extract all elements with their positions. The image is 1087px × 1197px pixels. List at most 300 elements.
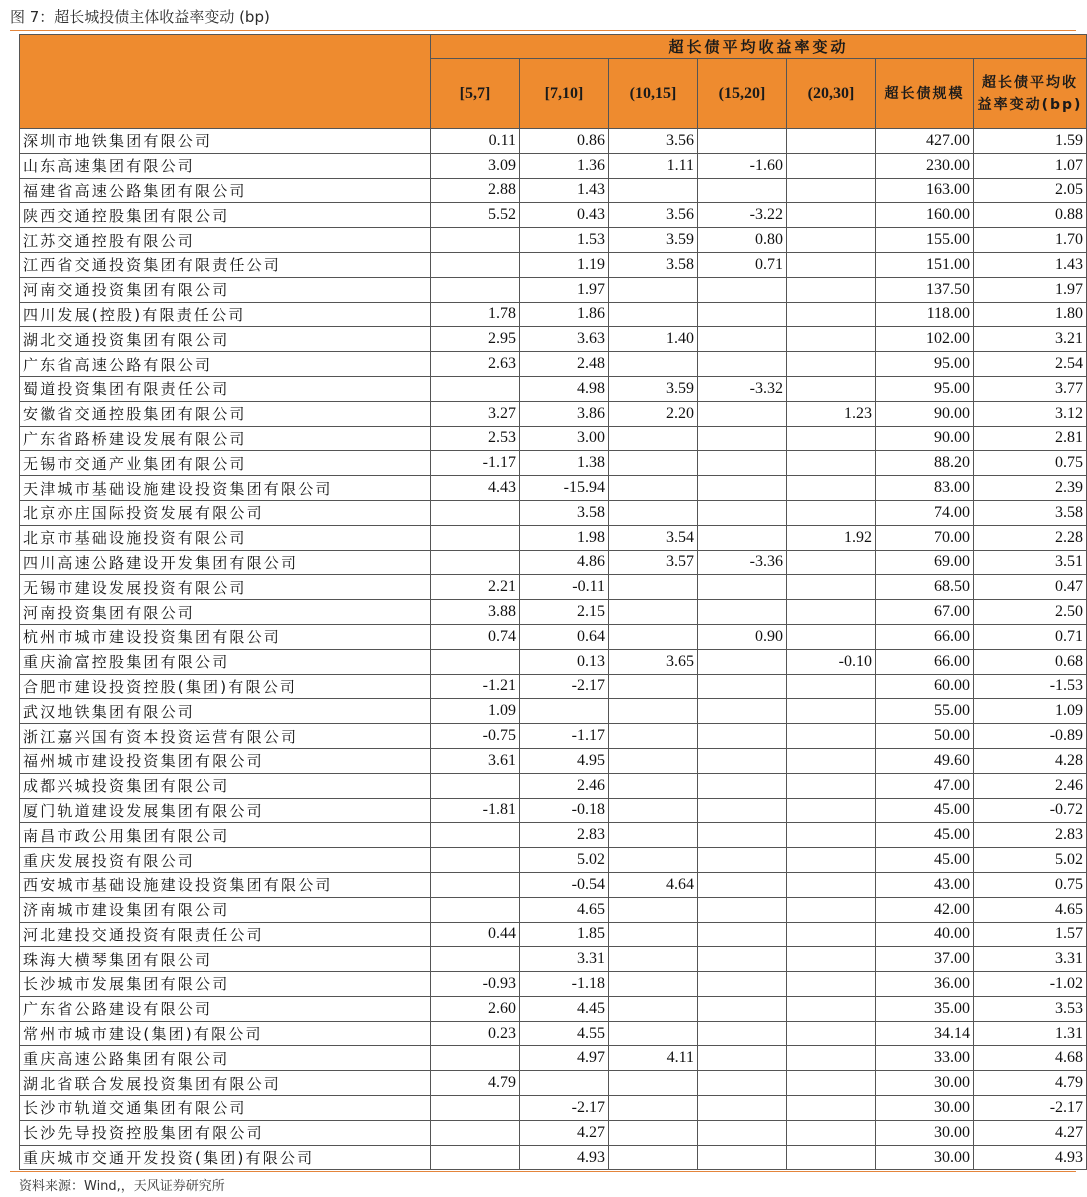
avg-change-cell: 1.31 [974, 1021, 1087, 1046]
scale-cell: 68.50 [876, 575, 974, 600]
scale-cell: 155.00 [876, 228, 974, 253]
scale-cell: 42.00 [876, 897, 974, 922]
yield-10-15-cell [609, 848, 698, 873]
scale-cell: 43.00 [876, 872, 974, 897]
yield-15-20-cell [698, 129, 787, 154]
yield-15-20-cell [698, 1096, 787, 1121]
company-name-cell: 重庆城市交通开发投资(集团)有限公司 [20, 1145, 431, 1170]
scale-cell: 118.00 [876, 302, 974, 327]
company-name-cell: 天津城市基础设施建设投资集团有限公司 [20, 476, 431, 501]
yield-5-7-cell [431, 277, 520, 302]
company-name-cell: 福州城市建设投资集团有限公司 [20, 748, 431, 773]
yield-change-table [19, 34, 1087, 1170]
yield-7-10-cell: -1.17 [520, 724, 609, 749]
yield-15-20-cell: -3.32 [698, 376, 787, 401]
table-row [20, 1046, 1087, 1071]
yield-20-30-cell [787, 575, 876, 600]
yield-15-20-cell [698, 773, 787, 798]
yield-15-20-cell [698, 178, 787, 203]
yield-7-10-cell: 0.13 [520, 649, 609, 674]
yield-10-15-cell [609, 724, 698, 749]
yield-10-15-cell [609, 500, 698, 525]
avg-change-cell: 3.12 [974, 401, 1087, 426]
yield-15-20-cell [698, 401, 787, 426]
avg-change-cell: -0.89 [974, 724, 1087, 749]
yield-5-7-cell: 2.21 [431, 575, 520, 600]
yield-20-30-cell [787, 996, 876, 1021]
column-header-avg-change: 超长债平均收益率变动(bp) [974, 59, 1087, 129]
yield-7-10-cell: -15.94 [520, 476, 609, 501]
scale-cell: 37.00 [876, 947, 974, 972]
yield-7-10-cell: 1.85 [520, 922, 609, 947]
yield-5-7-cell: -1.21 [431, 674, 520, 699]
yield-7-10-cell: -0.18 [520, 798, 609, 823]
yield-7-10-cell: 5.02 [520, 848, 609, 873]
yield-10-15-cell [609, 476, 698, 501]
yield-10-15-cell: 3.58 [609, 252, 698, 277]
company-name-cell: 长沙先导投资控股集团有限公司 [20, 1120, 431, 1145]
scale-cell: 30.00 [876, 1096, 974, 1121]
yield-15-20-cell: 0.90 [698, 624, 787, 649]
yield-7-10-cell: 2.15 [520, 600, 609, 625]
yield-5-7-cell: 0.11 [431, 129, 520, 154]
avg-change-cell: 2.28 [974, 525, 1087, 550]
company-name-cell: 常州市城市建设(集团)有限公司 [20, 1021, 431, 1046]
yield-5-7-cell: 0.23 [431, 1021, 520, 1046]
scale-cell: 102.00 [876, 327, 974, 352]
yield-15-20-cell: 0.71 [698, 252, 787, 277]
company-name-cell: 江西省交通投资集团有限责任公司 [20, 252, 431, 277]
company-name-cell: 浙江嘉兴国有资本投资运营有限公司 [20, 724, 431, 749]
yield-7-10-cell: 4.65 [520, 897, 609, 922]
yield-20-30-cell [787, 476, 876, 501]
yield-10-15-cell: 3.59 [609, 228, 698, 253]
scale-cell: 33.00 [876, 1046, 974, 1071]
company-name-cell: 无锡市建设发展投资有限公司 [20, 575, 431, 600]
table-row [20, 872, 1087, 897]
yield-10-15-cell [609, 699, 698, 724]
yield-15-20-cell [698, 451, 787, 476]
avg-change-cell: 3.21 [974, 327, 1087, 352]
scale-cell: 49.60 [876, 748, 974, 773]
avg-change-cell: 1.07 [974, 153, 1087, 178]
company-name-cell: 河北建投交通投资有限责任公司 [20, 922, 431, 947]
yield-20-30-cell [787, 922, 876, 947]
scale-cell: 34.14 [876, 1021, 974, 1046]
table-row [20, 575, 1087, 600]
company-name-cell: 西安城市基础设施建设投资集团有限公司 [20, 872, 431, 897]
avg-change-cell: 4.68 [974, 1046, 1087, 1071]
yield-20-30-cell [787, 1096, 876, 1121]
scale-cell: 45.00 [876, 848, 974, 873]
scale-cell: 60.00 [876, 674, 974, 699]
avg-change-cell: 0.88 [974, 203, 1087, 228]
yield-20-30-cell [787, 972, 876, 997]
yield-10-15-cell [609, 922, 698, 947]
yield-10-15-cell [609, 798, 698, 823]
table-row [20, 178, 1087, 203]
table-row [20, 352, 1087, 377]
column-header-scale: 超长债规模 [876, 59, 974, 129]
scale-cell: 163.00 [876, 178, 974, 203]
scale-cell: 83.00 [876, 476, 974, 501]
column-header-15-20: (15,20] [698, 59, 787, 129]
yield-20-30-cell [787, 129, 876, 154]
yield-10-15-cell: 1.40 [609, 327, 698, 352]
yield-10-15-cell [609, 1021, 698, 1046]
table-row [20, 476, 1087, 501]
yield-15-20-cell: -3.36 [698, 550, 787, 575]
yield-20-30-cell [787, 327, 876, 352]
table-row [20, 748, 1087, 773]
avg-change-cell: 0.71 [974, 624, 1087, 649]
yield-10-15-cell [609, 1120, 698, 1145]
table-row [20, 277, 1087, 302]
yield-10-15-cell: 3.59 [609, 376, 698, 401]
company-name-cell: 福建省高速公路集团有限公司 [20, 178, 431, 203]
table-row [20, 1096, 1087, 1121]
table-row [20, 600, 1087, 625]
scale-cell: 90.00 [876, 426, 974, 451]
yield-5-7-cell [431, 649, 520, 674]
yield-7-10-cell: 1.43 [520, 178, 609, 203]
yield-5-7-cell [431, 550, 520, 575]
yield-7-10-cell: 1.86 [520, 302, 609, 327]
yield-15-20-cell: -3.22 [698, 203, 787, 228]
yield-15-20-cell [698, 327, 787, 352]
yield-5-7-cell [431, 252, 520, 277]
yield-7-10-cell: -0.11 [520, 575, 609, 600]
table-body [20, 129, 1087, 1170]
yield-10-15-cell: 4.64 [609, 872, 698, 897]
yield-15-20-cell [698, 748, 787, 773]
yield-7-10-cell: 0.64 [520, 624, 609, 649]
yield-5-7-cell [431, 897, 520, 922]
yield-5-7-cell: 3.61 [431, 748, 520, 773]
yield-7-10-cell: 4.55 [520, 1021, 609, 1046]
table-banner: 超长债平均收益率变动 [431, 35, 1087, 59]
yield-15-20-cell [698, 426, 787, 451]
table-row [20, 500, 1087, 525]
yield-5-7-cell [431, 823, 520, 848]
yield-5-7-cell: 2.95 [431, 327, 520, 352]
yield-5-7-cell: 3.09 [431, 153, 520, 178]
yield-10-15-cell [609, 624, 698, 649]
table-row [20, 773, 1087, 798]
yield-7-10-cell: 4.27 [520, 1120, 609, 1145]
yield-5-7-cell [431, 872, 520, 897]
scale-cell: 30.00 [876, 1145, 974, 1170]
table-row [20, 153, 1087, 178]
yield-20-30-cell [787, 1120, 876, 1145]
yield-10-15-cell: 3.56 [609, 129, 698, 154]
yield-7-10-cell: 3.00 [520, 426, 609, 451]
table-row [20, 550, 1087, 575]
yield-7-10-cell: 4.45 [520, 996, 609, 1021]
yield-15-20-cell [698, 724, 787, 749]
avg-change-cell: 3.51 [974, 550, 1087, 575]
yield-10-15-cell [609, 302, 698, 327]
yield-5-7-cell [431, 1046, 520, 1071]
table-row [20, 252, 1087, 277]
yield-10-15-cell [609, 1071, 698, 1096]
company-name-cell: 四川发展(控股)有限责任公司 [20, 302, 431, 327]
avg-change-cell: 0.75 [974, 451, 1087, 476]
yield-15-20-cell [698, 649, 787, 674]
company-name-cell: 深圳市地铁集团有限公司 [20, 129, 431, 154]
yield-10-15-cell [609, 575, 698, 600]
scale-cell: 95.00 [876, 352, 974, 377]
title-divider [10, 30, 1076, 31]
scale-cell: 137.50 [876, 277, 974, 302]
avg-change-cell: 3.77 [974, 376, 1087, 401]
yield-10-15-cell [609, 748, 698, 773]
yield-5-7-cell [431, 525, 520, 550]
yield-5-7-cell [431, 1120, 520, 1145]
company-name-cell: 厦门轨道建设发展集团有限公司 [20, 798, 431, 823]
yield-7-10-cell: 1.98 [520, 525, 609, 550]
yield-10-15-cell [609, 451, 698, 476]
yield-20-30-cell [787, 1071, 876, 1096]
yield-5-7-cell: 1.09 [431, 699, 520, 724]
yield-7-10-cell: 3.86 [520, 401, 609, 426]
yield-5-7-cell: 4.79 [431, 1071, 520, 1096]
company-name-cell: 北京市基础设施投资有限公司 [20, 525, 431, 550]
avg-change-cell: 1.70 [974, 228, 1087, 253]
yield-20-30-cell [787, 872, 876, 897]
figure-title: 图 7：超长城投债主体收益率变动 (bp) [10, 8, 270, 26]
yield-5-7-cell [431, 228, 520, 253]
yield-7-10-cell: 2.46 [520, 773, 609, 798]
scale-cell: 70.00 [876, 525, 974, 550]
table-row [20, 401, 1087, 426]
scale-cell: 88.20 [876, 451, 974, 476]
table-row [20, 302, 1087, 327]
yield-15-20-cell [698, 1120, 787, 1145]
yield-5-7-cell [431, 947, 520, 972]
yield-5-7-cell: 2.60 [431, 996, 520, 1021]
avg-change-cell: -2.17 [974, 1096, 1087, 1121]
yield-20-30-cell: 1.23 [787, 401, 876, 426]
yield-10-15-cell [609, 1096, 698, 1121]
yield-10-15-cell [609, 823, 698, 848]
yield-15-20-cell: 0.80 [698, 228, 787, 253]
yield-7-10-cell: 2.83 [520, 823, 609, 848]
table-row [20, 624, 1087, 649]
avg-change-cell: 0.68 [974, 649, 1087, 674]
column-header-10-15: (10,15] [609, 59, 698, 129]
yield-20-30-cell [787, 228, 876, 253]
table-row [20, 203, 1087, 228]
yield-20-30-cell: -0.10 [787, 649, 876, 674]
yield-7-10-cell: -2.17 [520, 1096, 609, 1121]
yield-5-7-cell: 3.27 [431, 401, 520, 426]
table-row [20, 947, 1087, 972]
scale-cell: 427.00 [876, 129, 974, 154]
table-row [20, 1021, 1087, 1046]
avg-change-cell: -1.02 [974, 972, 1087, 997]
avg-change-cell: 0.75 [974, 872, 1087, 897]
table-row [20, 848, 1087, 873]
table-row [20, 426, 1087, 451]
yield-15-20-cell [698, 277, 787, 302]
company-name-cell: 重庆发展投资有限公司 [20, 848, 431, 873]
yield-15-20-cell [698, 1071, 787, 1096]
yield-5-7-cell [431, 1096, 520, 1121]
scale-cell: 45.00 [876, 823, 974, 848]
yield-15-20-cell [698, 674, 787, 699]
yield-20-30-cell [787, 550, 876, 575]
yield-7-10-cell: 4.93 [520, 1145, 609, 1170]
avg-change-cell: 4.93 [974, 1145, 1087, 1170]
yield-7-10-cell: 1.53 [520, 228, 609, 253]
yield-15-20-cell [698, 848, 787, 873]
company-name-cell: 济南城市建设集团有限公司 [20, 897, 431, 922]
table-row [20, 1120, 1087, 1145]
scale-cell: 55.00 [876, 699, 974, 724]
yield-15-20-cell: -1.60 [698, 153, 787, 178]
yield-7-10-cell: 4.95 [520, 748, 609, 773]
yield-15-20-cell [698, 947, 787, 972]
yield-10-15-cell [609, 897, 698, 922]
company-name-cell: 广东省高速公路有限公司 [20, 352, 431, 377]
yield-10-15-cell [609, 947, 698, 972]
company-name-cell: 四川高速公路建设开发集团有限公司 [20, 550, 431, 575]
yield-20-30-cell [787, 376, 876, 401]
yield-15-20-cell [698, 1046, 787, 1071]
table-row [20, 996, 1087, 1021]
avg-change-cell: 2.54 [974, 352, 1087, 377]
company-name-cell: 河南交通投资集团有限公司 [20, 277, 431, 302]
yield-15-20-cell [698, 1145, 787, 1170]
yield-20-30-cell [787, 699, 876, 724]
yield-15-20-cell [698, 600, 787, 625]
column-header-20-30: (20,30] [787, 59, 876, 129]
yield-5-7-cell [431, 1145, 520, 1170]
scale-cell: 30.00 [876, 1120, 974, 1145]
yield-15-20-cell [698, 302, 787, 327]
avg-change-cell: 0.47 [974, 575, 1087, 600]
yield-20-30-cell [787, 823, 876, 848]
scale-cell: 47.00 [876, 773, 974, 798]
yield-15-20-cell [698, 476, 787, 501]
yield-20-30-cell [787, 178, 876, 203]
company-name-cell: 北京亦庄国际投资发展有限公司 [20, 500, 431, 525]
yield-20-30-cell [787, 352, 876, 377]
scale-cell: 67.00 [876, 600, 974, 625]
company-name-cell: 武汉地铁集团有限公司 [20, 699, 431, 724]
company-name-cell: 珠海大横琴集团有限公司 [20, 947, 431, 972]
yield-5-7-cell [431, 848, 520, 873]
scale-cell: 35.00 [876, 996, 974, 1021]
yield-20-30-cell [787, 624, 876, 649]
yield-15-20-cell [698, 972, 787, 997]
scale-cell: 30.00 [876, 1071, 974, 1096]
yield-15-20-cell [698, 996, 787, 1021]
company-name-cell: 长沙市轨道交通集团有限公司 [20, 1096, 431, 1121]
yield-7-10-cell: 4.86 [520, 550, 609, 575]
yield-15-20-cell [698, 352, 787, 377]
yield-10-15-cell: 3.56 [609, 203, 698, 228]
banner-row [20, 35, 1087, 59]
company-name-cell: 广东省路桥建设发展有限公司 [20, 426, 431, 451]
table-row [20, 129, 1087, 154]
yield-7-10-cell: 3.31 [520, 947, 609, 972]
yield-7-10-cell: 1.38 [520, 451, 609, 476]
table-row [20, 674, 1087, 699]
table-row [20, 525, 1087, 550]
scale-cell: 151.00 [876, 252, 974, 277]
company-name-cell: 湖北省联合发展投资集团有限公司 [20, 1071, 431, 1096]
scale-cell: 69.00 [876, 550, 974, 575]
yield-15-20-cell [698, 872, 787, 897]
yield-20-30-cell [787, 724, 876, 749]
avg-change-cell: 4.27 [974, 1120, 1087, 1145]
yield-7-10-cell [520, 699, 609, 724]
scale-cell: 66.00 [876, 624, 974, 649]
yield-15-20-cell [698, 798, 787, 823]
yield-10-15-cell: 3.57 [609, 550, 698, 575]
yield-5-7-cell: -0.75 [431, 724, 520, 749]
scale-cell: 90.00 [876, 401, 974, 426]
yield-20-30-cell [787, 748, 876, 773]
yield-7-10-cell: 1.36 [520, 153, 609, 178]
yield-10-15-cell [609, 1145, 698, 1170]
table-row [20, 451, 1087, 476]
company-name-cell: 湖北交通投资集团有限公司 [20, 327, 431, 352]
yield-5-7-cell: -1.81 [431, 798, 520, 823]
scale-cell: 95.00 [876, 376, 974, 401]
scale-cell: 74.00 [876, 500, 974, 525]
yield-20-30-cell [787, 897, 876, 922]
scale-cell: 45.00 [876, 798, 974, 823]
avg-change-cell: 3.53 [974, 996, 1087, 1021]
company-name-cell: 山东高速集团有限公司 [20, 153, 431, 178]
avg-change-cell: 2.39 [974, 476, 1087, 501]
yield-10-15-cell [609, 996, 698, 1021]
company-name-cell: 杭州市城市建设投资集团有限公司 [20, 624, 431, 649]
yield-7-10-cell [520, 1071, 609, 1096]
source-note: 资料来源：Wind,，天风证券研究所 [19, 1179, 225, 1194]
yield-15-20-cell [698, 575, 787, 600]
yield-20-30-cell [787, 1046, 876, 1071]
yield-7-10-cell: -2.17 [520, 674, 609, 699]
yield-7-10-cell: 4.98 [520, 376, 609, 401]
scale-cell: 160.00 [876, 203, 974, 228]
company-name-cell: 安徽省交通控股集团有限公司 [20, 401, 431, 426]
avg-change-cell: 1.43 [974, 252, 1087, 277]
table-row [20, 1145, 1087, 1170]
yield-20-30-cell [787, 773, 876, 798]
avg-change-cell: 2.81 [974, 426, 1087, 451]
company-name-cell: 成都兴城投资集团有限公司 [20, 773, 431, 798]
scale-cell: 230.00 [876, 153, 974, 178]
table-row [20, 228, 1087, 253]
yield-15-20-cell [698, 1021, 787, 1046]
avg-change-cell: 1.80 [974, 302, 1087, 327]
yield-10-15-cell [609, 277, 698, 302]
yield-20-30-cell [787, 252, 876, 277]
avg-change-cell: 4.28 [974, 748, 1087, 773]
yield-7-10-cell: 4.97 [520, 1046, 609, 1071]
yield-5-7-cell: -1.17 [431, 451, 520, 476]
yield-10-15-cell: 1.11 [609, 153, 698, 178]
yield-10-15-cell [609, 773, 698, 798]
yield-7-10-cell: 3.63 [520, 327, 609, 352]
yield-7-10-cell: 1.19 [520, 252, 609, 277]
yield-15-20-cell [698, 823, 787, 848]
yield-15-20-cell [698, 897, 787, 922]
